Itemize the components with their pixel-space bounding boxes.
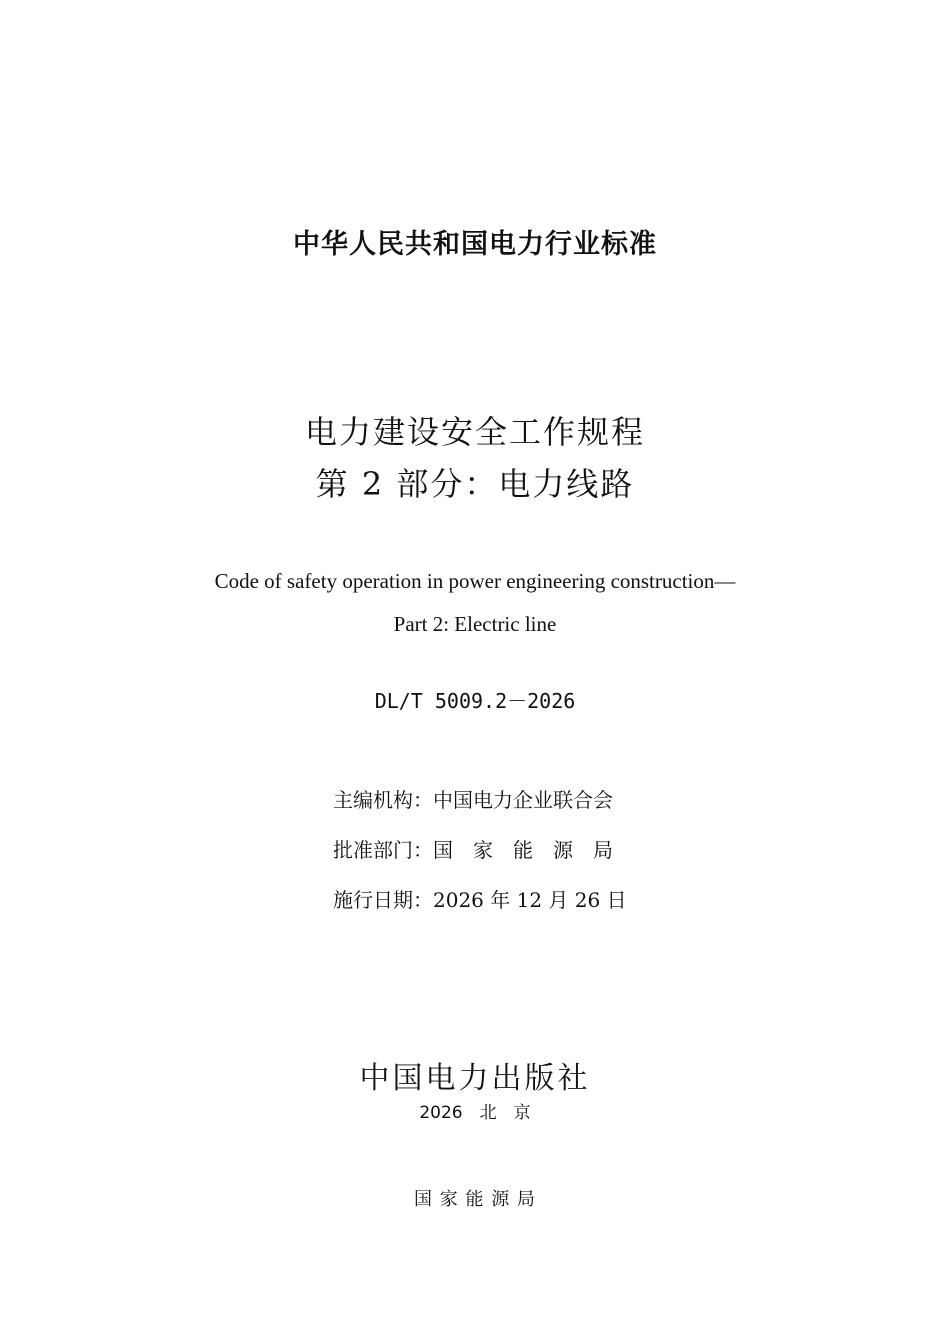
industry-standard-heading: 中华人民共和国电力行业标准 — [293, 229, 657, 260]
approving-department: 批准部门：国 家 能 源 局 — [333, 838, 613, 862]
effective-date: 施行日期：2026 年 12 月 26 日 — [333, 888, 627, 912]
publication-year-place: 2026 北 京 — [419, 1103, 531, 1123]
chinese-title-line-2: 第 2 部分：电力线路 — [315, 465, 635, 503]
english-title-line-1: Code of safety operation in power engineering construction— — [214, 569, 736, 593]
issuing-authority: 国 家 能 源 局 — [414, 1189, 536, 1210]
standard-number: DL/T 5009.2－2026 — [374, 689, 576, 713]
publisher-name: 中国电力出版社 — [359, 1061, 591, 1096]
editor-organization: 主编机构：中国电力企业联合会 — [333, 788, 613, 812]
english-title-line-2: Part 2: Electric line — [393, 612, 557, 636]
chinese-title-line-1: 电力建设安全工作规程 — [304, 413, 645, 451]
